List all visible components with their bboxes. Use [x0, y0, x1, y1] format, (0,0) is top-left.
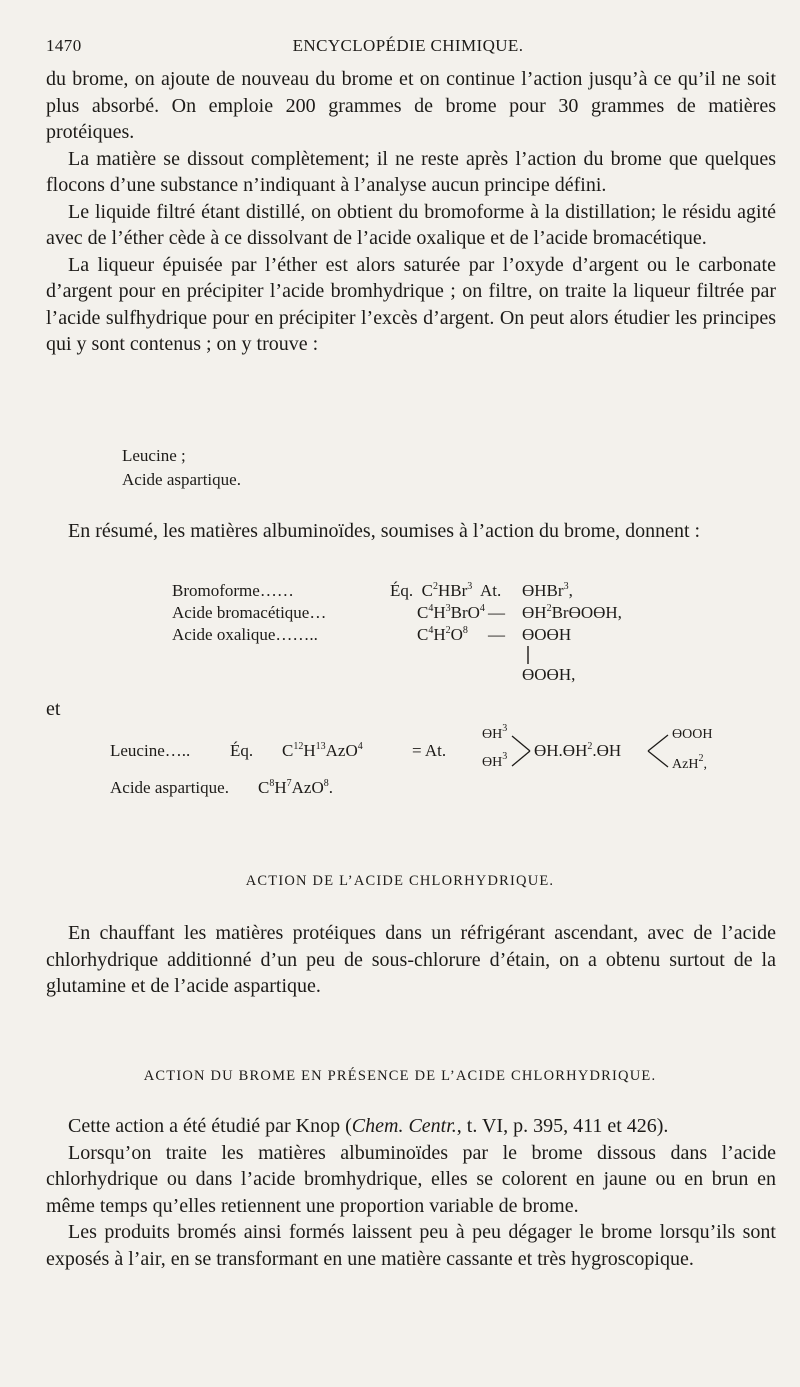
compound-name: Acide bromacétique…: [172, 603, 327, 622]
summary-text: [46, 518, 776, 545]
eq-label: Éq.: [230, 741, 254, 760]
page-number: 1470: [46, 36, 82, 55]
compound-name: Leucine…..: [110, 741, 191, 760]
branch-right: [648, 732, 670, 772]
branch-top: ƟOOH: [672, 727, 713, 742]
paragraph: Cette action a été étudié par Knop (Chem. Centr., t. VI, p. 395, 411 et 426).: [68, 1115, 669, 1137]
at-formula-second: ƟOƟH,: [522, 665, 576, 684]
compound-name: Bromoforme……: [172, 581, 294, 600]
main-chain: $ƟH.ƟH^2.ƟH$: [534, 741, 622, 760]
separator: —: [488, 625, 505, 644]
section1-text: [46, 920, 776, 1000]
bond-line: [527, 646, 531, 666]
separator: —: [488, 603, 505, 622]
conjunction: et: [46, 698, 61, 720]
paragraph: du brome, on ajoute de nouveau du brome et on continue l’action jusqu’à ce qu’il ne soit plus absorbé. On emploie 200 grammes de brome pour 30 grammes de matières protéiques.: [46, 68, 776, 143]
eq-formula: $C^{12}H^{13}AzO^4$: [282, 741, 363, 760]
paragraph: La liqueur épuisée par l’éther est alors saturée par l’oxyde d’argent ou le carbonate d’argent pour en précipiter l’acide bromhydrique ; on filtre, on traite la liqueur filtrée par l’acide sulfhydrique pour en précipiter l’excès d’argent. On peut alors étudier les principes qui y sont contenus ; on y trouve :: [46, 253, 776, 355]
paragraph: Les produits bromés ainsi formés laissent peu à peu dégager le brome lorsqu’ils sont exposés à l’air, en se transformant en une matière cassante et très hygroscopique.: [46, 1221, 776, 1270]
section-title: ACTION DU BROME EN PRÉSENCE DE L’ACIDE CHLORHYDRIQUE.: [143, 1068, 657, 1084]
found-list: [122, 444, 241, 492]
paragraph: Le liquide filtré étant distillé, on obtient du bromoforme à la distillation; le résidu agité avec de l’éther cède à ce dissolvant de l’acide oxalique et de l’acide bromacétique.: [46, 200, 776, 249]
at-formula: $ƟH^2BrƟOƟH$,: [522, 603, 622, 622]
methyl-bottom: $ƟH^3$: [482, 751, 508, 770]
intro-text: [46, 66, 776, 358]
section2-text: [46, 1113, 776, 1272]
equals-at: = At.: [412, 741, 447, 760]
eq-formula: Éq. $C^2HBr^3$: [390, 581, 473, 600]
compound-name: Acide aspartique.: [110, 778, 229, 797]
paragraph: En résumé, les matières albuminoïdes, soumises à l’action du brome, donnent :: [68, 520, 701, 542]
eq-formula: $C^4H^2O^8$: [417, 625, 468, 644]
page-header: [46, 36, 770, 60]
section-title: ACTION DE L’ACIDE CHLORHYDRIQUE.: [245, 873, 555, 889]
formula: $C^8H^7AzO^8$.: [258, 778, 333, 797]
branch-left: [512, 732, 532, 772]
branch-bottom: AzH$^2$,: [672, 753, 707, 772]
methyl-top: $ƟH^3$: [482, 723, 508, 742]
journal-title: Chem. Centr.: [351, 1115, 457, 1137]
at-formula: ƟOƟH: [522, 625, 572, 644]
compound-name: Acide oxalique……..: [172, 625, 318, 644]
list-item: Acide aspartique.: [122, 470, 241, 489]
list-item: Leucine ;: [122, 446, 186, 465]
paragraph: En chauffant les matières protéiques dans un réfrigérant ascendant, avec de l’acide chlorhydrique additionné d’un peu de sous-chlorure d’étain, on a obtenu surtout de la glutamine et de l’acide aspartique.: [46, 922, 776, 997]
paragraph: Lorsqu’on traite les matières albuminoïdes par le brome dissous dans l’acide chlorhydrique ou dans l’acide bromhydrique, elles se colorent en jaune ou en brun en même temps qu’elles retiennent une proportion variable de brome.: [46, 1141, 776, 1217]
running-title: ENCYCLOPÉDIE CHIMIQUE.: [292, 36, 524, 55]
at-formula: ƟHBr$^3$,: [522, 581, 573, 600]
paragraph: La matière se dissout complètement; il ne reste après l’action du brome que quelques flocons d’une substance n’indiquant à l’analyse aucun principe défini.: [46, 147, 776, 196]
separator: At.: [480, 581, 502, 600]
eq-formula: $C^4H^3BrO^4$: [417, 603, 485, 622]
